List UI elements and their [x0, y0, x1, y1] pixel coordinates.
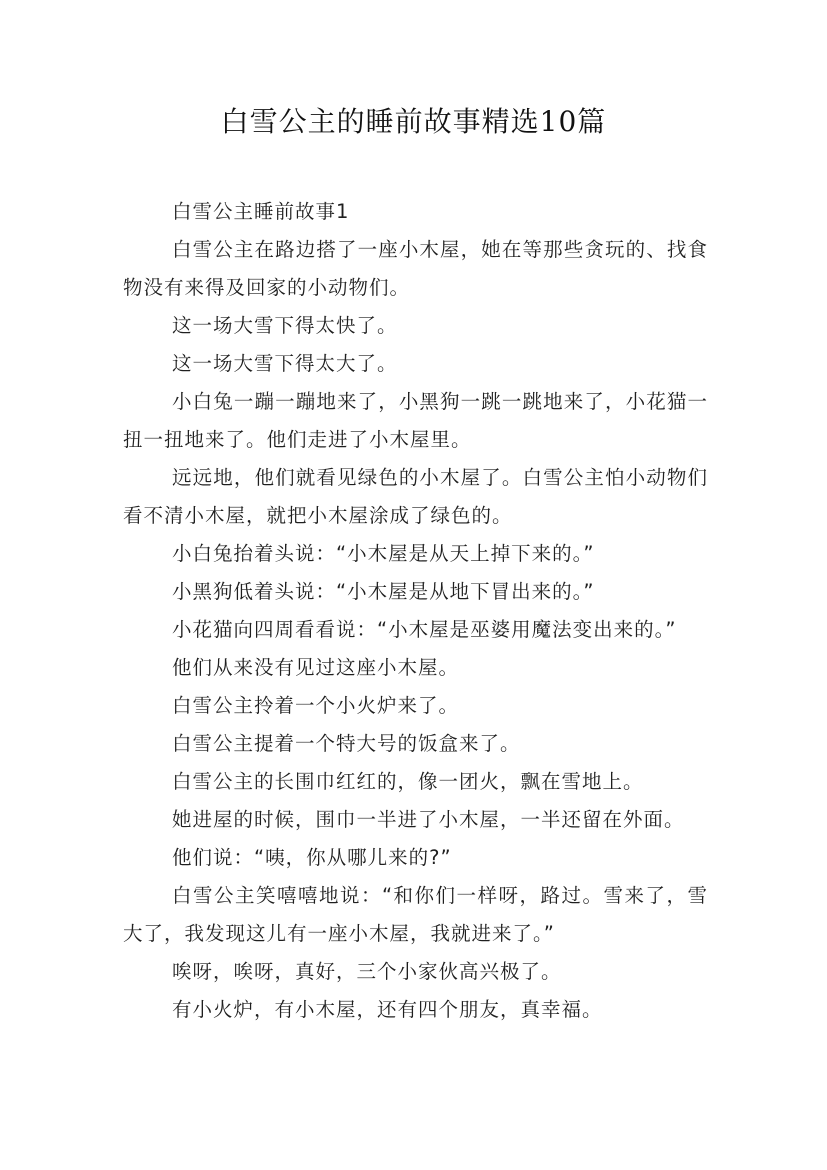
paragraph: 小黑狗低着头说：“小木屋是从地下冒出来的。” [172, 580, 595, 603]
paragraph: 有小火炉，有小木屋，还有四个朋友，真幸福。 [172, 998, 603, 1021]
paragraph: 他们从来没有见过这座小木屋。 [172, 656, 460, 679]
paragraph: 白雪公主的长围巾红红的，像一团火，飘在雪地上。 [172, 770, 644, 793]
paragraph: 他们说：“咦，你从哪儿来的?” [172, 846, 452, 869]
paragraph: 远远地，他们就看见绿色的小木屋了。白雪公主怕小动物们看不清小木屋，就把小木屋涂成了绿色的。 [123, 466, 708, 527]
paragraph: 白雪公主提着一个特大号的饭盒来了。 [172, 732, 521, 755]
paragraph: 这一场大雪下得太大了。 [172, 352, 398, 375]
paragraph: 唉呀，唉呀，真好，三个小家伙高兴极了。 [172, 960, 562, 983]
paragraph: 这一场大雪下得太快了。 [172, 314, 398, 337]
paragraph: 小白兔抬着头说：“小木屋是从天上掉下来的。” [172, 542, 595, 565]
document-body [123, 193, 708, 1029]
paragraph: 小白兔一蹦一蹦地来了，小黑狗一跳一跳地来了，小花猫一扭一扭地来了。他们走进了小木屋里。 [123, 390, 708, 451]
paragraph: 小花猫向四周看看说：“小木屋是巫婆用魔法变出来的。” [172, 618, 677, 641]
paragraph: 她进屋的时候，围巾一半进了小木屋，一半还留在外面。 [172, 808, 685, 831]
paragraph: 白雪公主笑嘻嘻地说：“和你们一样呀，路过。雪来了，雪大了，我发现这儿有一座小木屋，我就进来了。” [123, 884, 708, 945]
document-title: 白雪公主的睡前故事精选10篇 [220, 105, 607, 138]
story-heading: 白雪公主睡前故事1 [172, 200, 350, 223]
paragraph: 白雪公主在路边搭了一座小木屋，她在等那些贪玩的、找食物没有来得及回家的小动物们。 [123, 238, 708, 299]
paragraph: 白雪公主拎着一个小火炉来了。 [172, 694, 460, 717]
